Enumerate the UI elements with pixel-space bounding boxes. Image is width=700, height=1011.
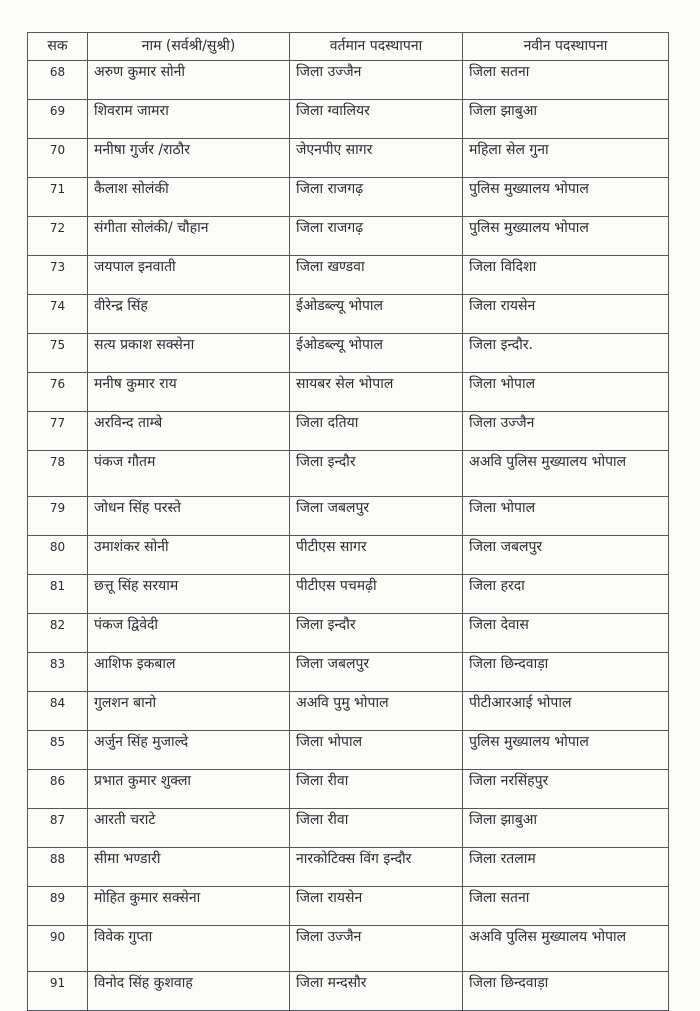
table-header-row (28, 33, 669, 61)
table-row (28, 217, 669, 256)
serial-cell: 77 (28, 412, 88, 451)
serial-cell: 76 (28, 373, 88, 412)
current-posting-cell: जिला रीवा (290, 770, 463, 809)
current-posting-cell: सायबर सेल भोपाल (290, 373, 463, 412)
current-posting-cell: जिला ग्वालियर (290, 100, 463, 139)
table-row (28, 295, 669, 334)
table-row (28, 770, 669, 809)
current-posting-cell: जिला राजगढ़ (290, 217, 463, 256)
new-posting-cell: जिला भोपाल (463, 497, 669, 536)
new-posting-cell: जिला भोपाल (463, 373, 669, 412)
table-row (28, 848, 669, 887)
serial-cell: 71 (28, 178, 88, 217)
current-posting-cell: जिला इन्दौर (290, 614, 463, 653)
serial-cell: 82 (28, 614, 88, 653)
current-posting-cell: जिला दतिया (290, 412, 463, 451)
table-row (28, 373, 669, 412)
new-posting-cell: जिला देवास (463, 614, 669, 653)
header-serial: सक (28, 33, 88, 61)
name-cell: जयपाल इनवाती (88, 256, 290, 295)
current-posting-cell: ईओडब्ल्यू भोपाल (290, 295, 463, 334)
name-cell: विवेक गुप्ता (88, 926, 290, 972)
table-row (28, 926, 669, 972)
new-posting-cell: जिला हरदा (463, 575, 669, 614)
current-posting-cell: जिला मन्दसौर (290, 972, 463, 1011)
new-posting-cell: अअवि पुलिस मुख्यालय भोपाल (463, 451, 669, 497)
current-posting-cell: पीटीएस सागर (290, 536, 463, 575)
current-posting-cell: नारकोटिक्स विंग इन्दौर (290, 848, 463, 887)
transfer-table (27, 32, 669, 1011)
name-cell: कैलाश सोलंकी (88, 178, 290, 217)
table-row (28, 692, 669, 731)
current-posting-cell: जिला जबलपुर (290, 653, 463, 692)
serial-cell: 85 (28, 731, 88, 770)
new-posting-cell: पुलिस मुख्यालय भोपाल (463, 178, 669, 217)
new-posting-cell: जिला रायसेन (463, 295, 669, 334)
current-posting-cell: अअवि पुमु भोपाल (290, 692, 463, 731)
new-posting-cell: पुलिस मुख्यालय भोपाल (463, 217, 669, 256)
current-posting-cell: जिला रायसेन (290, 887, 463, 926)
new-posting-cell: जिला झाबुआ (463, 100, 669, 139)
serial-cell: 80 (28, 536, 88, 575)
header-current-posting: वर्तमान पदस्थापना (290, 33, 463, 61)
table-row (28, 497, 669, 536)
name-cell: मनीषा गुर्जर /राठौर (88, 139, 290, 178)
serial-cell: 89 (28, 887, 88, 926)
table-row (28, 536, 669, 575)
current-posting-cell: पीटीएस पचमढ़ी (290, 575, 463, 614)
header-new-posting: नवीन पदस्थापना (463, 33, 669, 61)
name-cell: सीमा भण्डारी (88, 848, 290, 887)
table-row (28, 100, 669, 139)
new-posting-cell: पीटीआरआई भोपाल (463, 692, 669, 731)
name-cell: शिवराम जामरा (88, 100, 290, 139)
name-cell: वीरेन्द्र सिंह (88, 295, 290, 334)
table-row (28, 614, 669, 653)
serial-cell: 81 (28, 575, 88, 614)
serial-cell: 73 (28, 256, 88, 295)
current-posting-cell: जेएनपीए सागर (290, 139, 463, 178)
serial-cell: 86 (28, 770, 88, 809)
current-posting-cell: जिला खण्डवा (290, 256, 463, 295)
new-posting-cell: जिला छिन्दवाड़ा (463, 653, 669, 692)
new-posting-cell: जिला उज्जैन (463, 412, 669, 451)
transfer-list-page (27, 32, 668, 1011)
name-cell: मनीष कुमार राय (88, 373, 290, 412)
table-row (28, 451, 669, 497)
new-posting-cell: महिला सेल गुना (463, 139, 669, 178)
new-posting-cell: अअवि पुलिस मुख्यालय भोपाल (463, 926, 669, 972)
serial-cell: 87 (28, 809, 88, 848)
current-posting-cell: जिला राजगढ़ (290, 178, 463, 217)
new-posting-cell: जिला नरसिंहपुर (463, 770, 669, 809)
name-cell: छत्तू सिंह सरयाम (88, 575, 290, 614)
current-posting-cell: जिला भोपाल (290, 731, 463, 770)
table-row (28, 334, 669, 373)
name-cell: आरती चराटे (88, 809, 290, 848)
name-cell: संगीता सोलंकी/ चौहान (88, 217, 290, 256)
new-posting-cell: पुलिस मुख्यालय भोपाल (463, 731, 669, 770)
current-posting-cell: जिला उज्जैन (290, 926, 463, 972)
new-posting-cell: जिला इन्दौर. (463, 334, 669, 373)
new-posting-cell: जिला विदिशा (463, 256, 669, 295)
table-row (28, 653, 669, 692)
serial-cell: 70 (28, 139, 88, 178)
name-cell: अरुण कुमार सोनी (88, 61, 290, 100)
new-posting-cell: जिला छिन्दवाड़ा (463, 972, 669, 1011)
current-posting-cell: जिला जबलपुर (290, 497, 463, 536)
serial-cell: 88 (28, 848, 88, 887)
current-posting-cell: जिला रीवा (290, 809, 463, 848)
table-row (28, 139, 669, 178)
serial-cell: 75 (28, 334, 88, 373)
name-cell: मोहित कुमार सक्सेना (88, 887, 290, 926)
new-posting-cell: जिला जबलपुर (463, 536, 669, 575)
new-posting-cell: जिला सतना (463, 887, 669, 926)
serial-cell: 68 (28, 61, 88, 100)
name-cell: अर्जुन सिंह मुजाल्दे (88, 731, 290, 770)
table-row (28, 412, 669, 451)
table-row (28, 256, 669, 295)
current-posting-cell: जिला इन्दौर (290, 451, 463, 497)
name-cell: प्रभात कुमार शुक्ला (88, 770, 290, 809)
name-cell: आशिफ इकबाल (88, 653, 290, 692)
new-posting-cell: जिला सतना (463, 61, 669, 100)
table-row (28, 972, 669, 1011)
name-cell: पंकज द्विवेदी (88, 614, 290, 653)
table-row (28, 809, 669, 848)
serial-cell: 79 (28, 497, 88, 536)
serial-cell: 74 (28, 295, 88, 334)
serial-cell: 91 (28, 972, 88, 1011)
serial-cell: 72 (28, 217, 88, 256)
table-row (28, 887, 669, 926)
name-cell: उमाशंकर सोनी (88, 536, 290, 575)
name-cell: जोधन सिंह परस्ते (88, 497, 290, 536)
new-posting-cell: जिला रतलाम (463, 848, 669, 887)
table-row (28, 178, 669, 217)
serial-cell: 69 (28, 100, 88, 139)
table-row (28, 575, 669, 614)
serial-cell: 90 (28, 926, 88, 972)
serial-cell: 78 (28, 451, 88, 497)
table-row (28, 731, 669, 770)
serial-cell: 83 (28, 653, 88, 692)
name-cell: पंकज गौतम (88, 451, 290, 497)
header-name: नाम (सर्वश्री/सुश्री) (88, 33, 290, 61)
new-posting-cell: जिला झाबुआ (463, 809, 669, 848)
current-posting-cell: ईओडब्ल्यू भोपाल (290, 334, 463, 373)
name-cell: अरविन्द ताम्बे (88, 412, 290, 451)
name-cell: सत्य प्रकाश सक्सेना (88, 334, 290, 373)
current-posting-cell: जिला उज्जैन (290, 61, 463, 100)
serial-cell: 84 (28, 692, 88, 731)
name-cell: विनोद सिंह कुशवाह (88, 972, 290, 1011)
table-row (28, 61, 669, 100)
name-cell: गुलशन बानो (88, 692, 290, 731)
